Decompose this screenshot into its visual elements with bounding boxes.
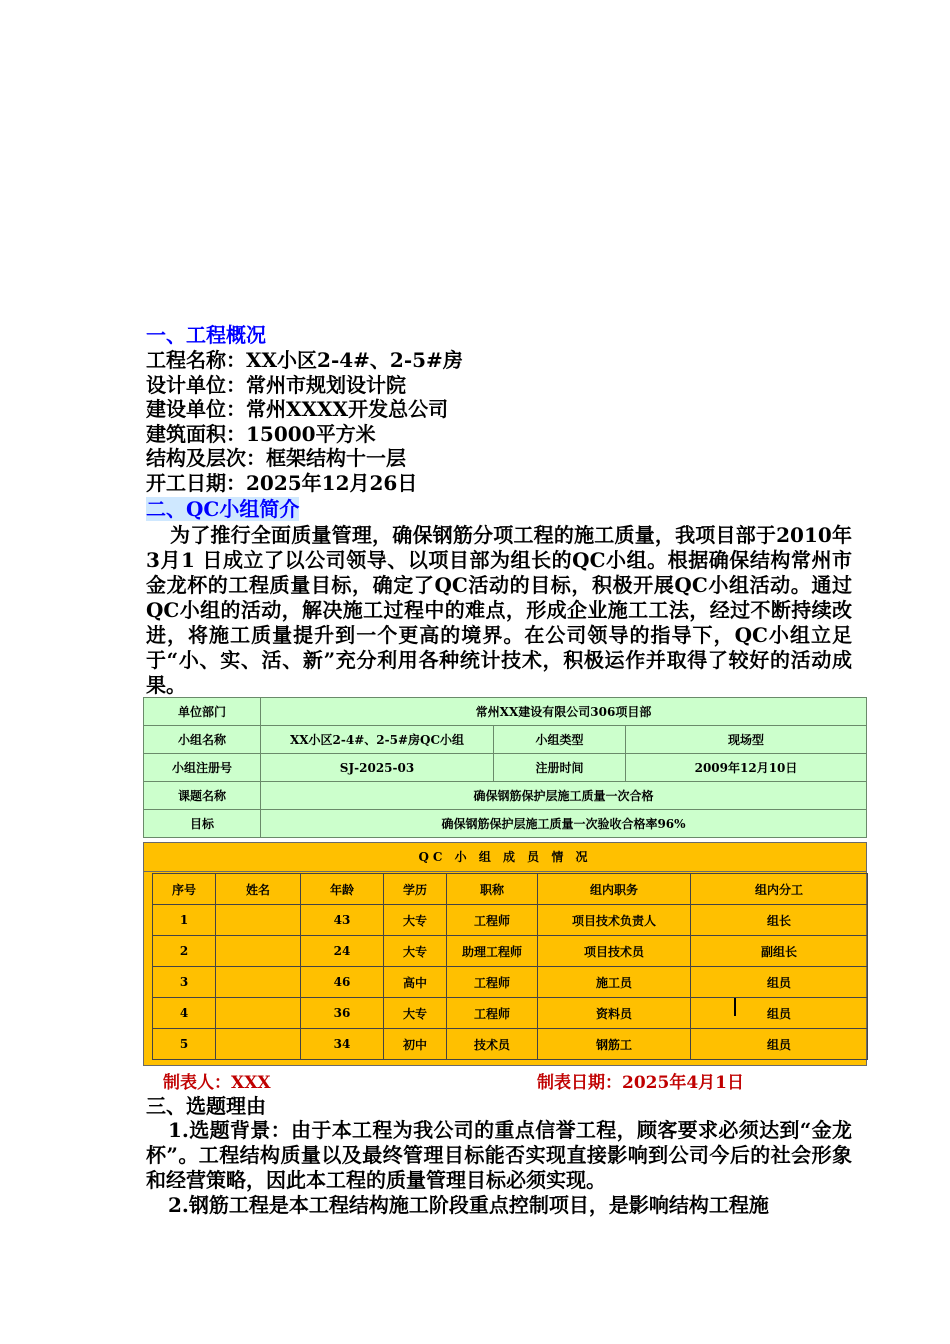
group-name-label: 小组名称 (144, 726, 261, 754)
cell-index: 2 (153, 936, 216, 967)
members-title: QC 小 组 成 员 情 况 (144, 843, 866, 872)
text-cursor (734, 998, 736, 1016)
cell-education: 大专 (384, 998, 447, 1029)
reg-time-value: 2009年12月10日 (626, 754, 867, 782)
group-type-value: 现场型 (626, 726, 867, 754)
section2-title (146, 496, 299, 522)
project-info-list (146, 348, 463, 496)
header-role: 组内职务 (538, 874, 691, 905)
cell-age: 36 (301, 998, 384, 1029)
building-area-line: 建筑面积：15000平方米 (146, 421, 376, 446)
goal-label: 目标 (144, 810, 261, 838)
reg-no-value: SJ-2025-03 (261, 754, 494, 782)
cell-title: 工程师 (447, 998, 538, 1029)
header-education: 学历 (384, 874, 447, 905)
cell-education: 大专 (384, 936, 447, 967)
construction-unit-line: 建设单位：常州XXXX开发总公司 (146, 397, 449, 422)
cell-duty: 组员 (691, 1029, 868, 1060)
cell-title: 技术员 (447, 1029, 538, 1060)
cell-title: 助理工程师 (447, 936, 538, 967)
cell-name (216, 967, 301, 998)
cell-index: 1 (153, 905, 216, 936)
dept-value: 常州XX建设有限公司306项目部 (261, 698, 867, 726)
cell-age: 34 (301, 1029, 384, 1060)
cell-role: 项目技术负责人 (538, 905, 691, 936)
topic-label: 课题名称 (144, 782, 261, 810)
structure-line: 结构及层次：框架结构十一层 (146, 446, 406, 471)
section3-reason-2: 2.钢筋工程是本工程结构施工阶段重点控制项目，是影响结构工程施 (168, 1193, 769, 1217)
table-row (153, 905, 868, 936)
cell-role: 钢筋工 (538, 1029, 691, 1060)
header-duty: 组内分工 (691, 874, 868, 905)
design-unit-line: 设计单位：常州市规划设计院 (146, 372, 406, 397)
cell-name (216, 936, 301, 967)
goal-value: 确保钢筋保护层施工质量一次验收合格率96% (261, 810, 867, 838)
members-section (143, 842, 867, 1066)
cell-title: 工程师 (447, 967, 538, 998)
section2-title-text: 二、QC小组简介 (146, 497, 300, 521)
qc-group-table (143, 697, 867, 838)
cell-name (216, 998, 301, 1029)
section1-title: 一、工程概况 (146, 323, 266, 347)
table-row (153, 936, 868, 967)
table-maker: 制表人：XXX (163, 1073, 271, 1093)
cell-duty: 组员 (691, 998, 868, 1029)
cell-role: 施工员 (538, 967, 691, 998)
reg-no-label: 小组注册号 (144, 754, 261, 782)
section3-body (146, 1118, 852, 1218)
cell-duty: 组员 (691, 967, 868, 998)
header-age: 年龄 (301, 874, 384, 905)
reg-time-label: 注册时间 (494, 754, 626, 782)
start-date-line: 开工日期：2025年12月26日 (146, 470, 418, 495)
table-row (153, 967, 868, 998)
project-name-line: 工程名称：XX小区2-4#、2-5#房 (146, 348, 463, 372)
cell-name (216, 1029, 301, 1060)
cell-education: 高中 (384, 967, 447, 998)
section2-paragraph (146, 523, 852, 698)
cell-duty: 副组长 (691, 936, 868, 967)
cell-age: 24 (301, 936, 384, 967)
cell-index: 4 (153, 998, 216, 1029)
group-name-value: XX小区2-4#、2-5#房QC小组 (261, 726, 494, 754)
section3-reason-1: 1.选题背景：由于本工程为我公司的重点信誉工程，顾客要求必须达到“金龙杯”。工程结构质量以及最终管理目标能否实现直接影响到公司今后的社会形象和经营策略，因此本工程的质量管理目标必须实现。 (146, 1118, 852, 1192)
cell-title: 工程师 (447, 905, 538, 936)
table-row (153, 998, 868, 1029)
members-table (152, 873, 868, 1060)
group-type-label: 小组类型 (494, 726, 626, 754)
dept-label: 单位部门 (144, 698, 261, 726)
cell-education: 初中 (384, 1029, 447, 1060)
topic-value: 确保钢筋保护层施工质量一次合格 (261, 782, 867, 810)
header-name: 姓名 (216, 874, 301, 905)
section2-paragraph-text: 为了推行全面质量管理，确保钢筋分项工程的施工质量，我项目部于2010年3月1 日成立了以公司领导、以项目部为组长的QC小组。根据确保结构常州市金龙杯的工程质量目标，确定了QC活动的目标，积极开展QC小组活动。通过QC小组的活动，解决施工过程中的难点，形成企业施工工法，经过不断持续改进，将施工质量提升到一个更高的境界。在公司领导的指导下，QC小组立足于“小、实、活、新”充分利用各种统计技术，积极运作并取得了较好的活动成果。 (146, 523, 852, 697)
cell-index: 5 (153, 1029, 216, 1060)
cell-age: 43 (301, 905, 384, 936)
cell-role: 资料员 (538, 998, 691, 1029)
header-title: 职称 (447, 874, 538, 905)
section3-title: 三、选题理由 (146, 1094, 266, 1118)
table-date: 制表日期：2025年4月1日 (537, 1073, 744, 1093)
cell-education: 大专 (384, 905, 447, 936)
header-index: 序号 (153, 874, 216, 905)
table-row (153, 1029, 868, 1060)
cell-duty: 组长 (691, 905, 868, 936)
cell-age: 46 (301, 967, 384, 998)
cell-name (216, 905, 301, 936)
cell-index: 3 (153, 967, 216, 998)
cell-role: 项目技术员 (538, 936, 691, 967)
members-header-row (153, 874, 868, 905)
